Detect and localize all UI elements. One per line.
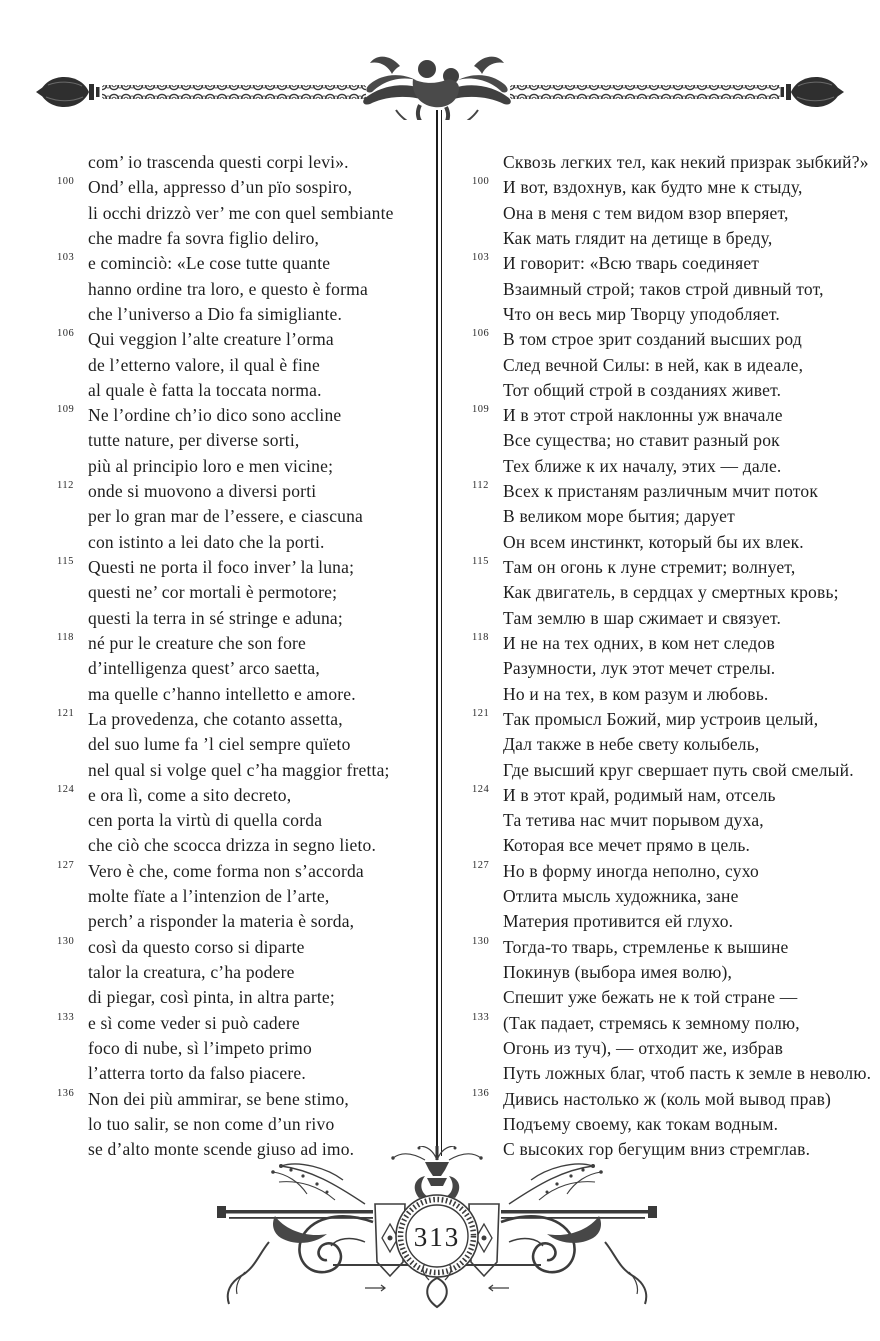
verse-line [88, 1036, 434, 1061]
verse-line [88, 909, 434, 934]
verse-line [503, 682, 875, 707]
verse-number: 118 [472, 631, 489, 643]
verse-text: Там он огонь к луне стремит; волнует, [503, 557, 796, 577]
verse-line [472, 935, 875, 960]
verse-number: 121 [57, 707, 75, 719]
verse-text: Так промысл Божий, мир устроив целый, [503, 708, 819, 729]
verse-line [503, 833, 875, 858]
verse-text: questi ne’ cor mortali è permotore; [88, 582, 338, 603]
verse-line [503, 150, 875, 175]
verse-text: Сквозь легких тел, как некий призрак зыбкий?» [503, 152, 869, 172]
verse-line [88, 226, 434, 251]
verse-line [88, 378, 434, 403]
verse-text: l’atterra torto da falso piacere. [88, 1063, 306, 1084]
verse-text: ma quelle c’hanno intelletto e amore. [88, 683, 356, 704]
verse-text: talor la creatura, c’ha podere [88, 962, 295, 982]
verse-number: 118 [57, 631, 74, 643]
verse-text: С высоких гор бегущим вниз стремглав. [503, 1139, 811, 1160]
verse-text: В том строе зрит созданий высших род [503, 329, 802, 350]
verse-text: Тот общий строй в созданиях живет. [503, 379, 782, 400]
verse-number: 103 [57, 252, 75, 264]
footer-vase [391, 1146, 482, 1186]
verse-text: e cominciò: «Le cose tutte quante [88, 253, 331, 274]
verse-number: 100 [472, 176, 490, 188]
verse-line [503, 504, 875, 529]
verse-line [57, 631, 434, 656]
verse-line [503, 1061, 875, 1086]
verse-text: Разумности, лук этот мечет стрелы. [503, 658, 776, 679]
verse-text: Он всем инстинкт, который бы их влек. [503, 531, 804, 552]
verse-line [88, 833, 434, 858]
verse-text: Ne l’ordine ch’io dico sono accline [88, 405, 342, 426]
verse-number: 115 [57, 556, 74, 567]
header-ornament [0, 36, 880, 120]
verse-line [88, 530, 434, 555]
verse-line [472, 327, 875, 352]
verse-line [472, 403, 875, 428]
verse-text: Qui veggion l’alte creature l’orma [88, 329, 334, 350]
verse-line [472, 859, 875, 884]
verse-text: Дивись настолько ж (коль мой вывод прав) [503, 1088, 832, 1109]
verse-line [503, 656, 875, 681]
verse-line [503, 302, 875, 327]
verse-text: И в этот край, родимый нам, отсель [503, 784, 776, 805]
page-number-medallion [396, 1176, 478, 1307]
verse-line [503, 960, 875, 985]
verse-text: con istinto a lei dato che la porti. [88, 531, 325, 552]
verse-text: Та тетива нас мчит порывом духа, [503, 810, 764, 831]
verse-text: questi la terra in sé stringe e aduna; [88, 607, 343, 628]
verse-text: com’ io trascenda questi corpi levi». [88, 152, 349, 172]
verse-text: Но в форму иногда неполно, сухо [503, 860, 759, 881]
verse-line [88, 454, 434, 479]
verse-line [57, 1087, 434, 1112]
verse-line [88, 884, 434, 909]
verse-line [88, 682, 434, 707]
verse-text: Она в меня с тем видом взор вперяет, [503, 202, 789, 223]
verse-text: più al principio loro e men vicine; [88, 455, 334, 476]
verse-text: И не на тех одних, в ком нет следов [503, 632, 775, 653]
verse-number: 115 [472, 556, 489, 567]
verse-text: Там землю в шар сжимает и связует. [503, 607, 782, 628]
verse-line [503, 277, 875, 302]
verse-text: che ciò che scocca drizza in segno lieto. [88, 835, 377, 856]
verse-line [503, 985, 875, 1010]
verse-number: 100 [57, 176, 75, 188]
verse-text: La provedenza, che cotanto assetta, [88, 708, 343, 729]
verse-line [88, 504, 434, 529]
verse-number: 130 [472, 935, 490, 947]
verse-line [88, 150, 434, 175]
verse-number: 124 [57, 783, 75, 795]
verse-line [88, 985, 434, 1010]
verse-line [503, 428, 875, 453]
verse-number: 136 [472, 1087, 490, 1099]
verse-line [88, 201, 434, 226]
verse-line [472, 251, 875, 276]
verse-line [57, 479, 434, 504]
verse-text: di piegar, così pinta, in altra parte; [88, 987, 335, 1008]
verse-line [88, 1061, 434, 1086]
verse-text: Спешит уже бежать не к той стране — [503, 987, 798, 1008]
verse-line [88, 1112, 434, 1137]
verse-text: Как двигатель, в сердцах у смертных кровь; [503, 582, 839, 603]
verse-text: След вечной Силы: в ней, как в идеале, [503, 354, 804, 375]
verse-text: Дал также в небе свету колыбель, [503, 734, 760, 755]
verse-line [57, 707, 434, 732]
verse-text: Где высший круг свершает путь свой смелый. [503, 759, 854, 780]
verse-text: che madre fa sovra figlio deliro, [88, 227, 320, 248]
page-number: 313 [413, 1222, 461, 1252]
russian-text-column [472, 150, 875, 1163]
verse-line [503, 1036, 875, 1061]
verse-line [472, 555, 875, 580]
verse-number: 112 [472, 480, 489, 492]
verse-text: И в этот строй наклонны уж вначале [503, 405, 783, 426]
verse-line [57, 859, 434, 884]
verse-number: 109 [57, 404, 75, 416]
verse-text: Что он весь мир Творцу уподобляет. [503, 303, 780, 324]
verse-text: d’intelligenza quest’ arco saetta, [88, 658, 320, 679]
verse-line [503, 580, 875, 605]
verse-text: hanno ordine tra loro, e questo è forma [88, 278, 368, 299]
verse-text: Ond’ ella, appresso d’un pïo sospiro, [88, 177, 353, 198]
verse-number: 121 [472, 707, 490, 719]
verse-text: né pur le creature che son fore [88, 632, 307, 653]
verse-text: tutte nature, per diverse sorti, [88, 430, 300, 451]
verse-line [472, 783, 875, 808]
verse-text: Покинув (выбора имея волю), [503, 962, 733, 982]
verse-text: Взаимный строй; таков строй дивный тот, [503, 278, 824, 299]
verse-text: lo tuo salir, se non come d’un rivo [88, 1113, 335, 1134]
verse-text: de l’etterno valore, il qual è fine [88, 354, 320, 375]
verse-text: nel qual si volge quel c’ha maggior fretta; [88, 759, 390, 780]
verse-text: Как мать глядит на детище в бреду, [503, 227, 773, 248]
verse-text: (Так падает, стремясь к земному полю, [503, 1012, 800, 1033]
verse-text: Vero è che, come forma non s’accorda [88, 860, 364, 881]
verse-line [503, 732, 875, 757]
verse-text: Отлита мысль художника, зане [503, 886, 739, 907]
verse-text: del suo lume fa ’l ciel sempre quïeto [88, 734, 351, 755]
verse-text: Тогда-то тварь, стремленье к вышине [503, 936, 789, 957]
verse-line [472, 707, 875, 732]
verse-number: 136 [57, 1087, 75, 1099]
verse-line [472, 175, 875, 200]
verse-text: И вот, вздохнув, как будто мне к стыду, [503, 177, 803, 198]
verse-number: 124 [472, 783, 490, 795]
verse-number: 127 [472, 859, 490, 871]
verse-text: Все существа; но ставит разный рок [503, 430, 780, 451]
verse-text: così da questo corso si diparte [88, 936, 305, 957]
verse-line [503, 378, 875, 403]
verse-line [88, 606, 434, 631]
verse-line [503, 530, 875, 555]
verse-line [503, 353, 875, 378]
verse-number: 109 [472, 404, 490, 416]
verse-line [88, 353, 434, 378]
verse-line [88, 732, 434, 757]
verse-text: e sì come veder si può cadere [88, 1012, 300, 1033]
verse-text: Всех к пристаням различным мчит поток [503, 481, 819, 502]
verse-number: 127 [57, 859, 75, 871]
verse-text: perch’ a risponder la materia è sorda, [88, 911, 355, 932]
verse-line [88, 302, 434, 327]
verse-text: cen porta la virtù di quella corda [88, 810, 323, 831]
verse-number: 106 [472, 328, 490, 340]
verse-text: al quale è fatta la toccata norma. [88, 379, 322, 400]
verse-text: Путь ложных благ, чтоб пасть к земле в неволю. [503, 1063, 872, 1084]
verse-line [57, 251, 434, 276]
verse-text: e ora lì, come a sito decreto, [88, 784, 292, 805]
verse-line [88, 277, 434, 302]
verse-line [503, 1112, 875, 1137]
verse-number: 133 [57, 1011, 75, 1023]
verse-line [503, 226, 875, 251]
verse-line [88, 580, 434, 605]
verse-text: onde si muovono a diversi porti [88, 481, 317, 502]
verse-line [503, 758, 875, 783]
verse-line [57, 327, 434, 352]
verse-number: 112 [57, 480, 74, 492]
verse-text: che l’universo a Dio fa simigliante. [88, 303, 343, 324]
verse-line [472, 1087, 875, 1112]
verse-text: В великом море бытия; дарует [503, 506, 735, 527]
verse-text: molte fïate a l’intenzion de l’arte, [88, 886, 330, 907]
verse-line [57, 175, 434, 200]
verse-text: Подъему своему, как токам водным. [503, 1113, 779, 1134]
verse-text: Которая все мечет прямо в цель. [503, 835, 751, 856]
verse-line [57, 783, 434, 808]
verse-number: 130 [57, 935, 75, 947]
verse-line [472, 479, 875, 504]
italian-text-column [57, 150, 434, 1163]
verse-text: Non dei più ammirar, se bene stimo, [88, 1088, 349, 1109]
verse-text: Материя противится ей глухо. [503, 911, 734, 932]
verse-line [88, 960, 434, 985]
verse-line [503, 454, 875, 479]
verse-number: 133 [472, 1011, 490, 1023]
verse-number: 106 [57, 328, 75, 340]
verse-line [472, 631, 875, 656]
verse-line [57, 1011, 434, 1036]
verse-text: Questi ne porta il foco inver’ la luna; [88, 557, 355, 577]
verse-line [57, 935, 434, 960]
verse-line [503, 201, 875, 226]
verse-text: li occhi drizzò ver’ me con quel sembiante [88, 202, 394, 223]
verse-text: per lo gran mar de l’essere, e ciascuna [88, 506, 364, 527]
verse-line [88, 428, 434, 453]
verse-text: Тех ближе к их началу, этих — дале. [503, 455, 782, 476]
verse-line [503, 909, 875, 934]
verse-line [88, 656, 434, 681]
verse-line [57, 555, 434, 580]
verse-text: foco di nube, sì l’impeto primo [88, 1037, 312, 1058]
verse-number: 103 [472, 252, 490, 264]
footer-ornament [215, 1146, 661, 1316]
verse-text: Огонь из туч), — отходит же, избрав [503, 1037, 784, 1058]
verse-line [88, 808, 434, 833]
verse-text: Но и на тех, в ком разум и любовь. [503, 683, 769, 704]
verse-line [88, 758, 434, 783]
verse-line [57, 403, 434, 428]
verse-line [503, 808, 875, 833]
verse-line [503, 884, 875, 909]
column-divider [436, 110, 442, 1156]
verse-text: se d’alto monte scende giuso ad imo. [88, 1139, 355, 1160]
verse-line [503, 606, 875, 631]
verse-text: И говорит: «Всю тварь соединяет [503, 253, 760, 274]
verse-line [472, 1011, 875, 1036]
